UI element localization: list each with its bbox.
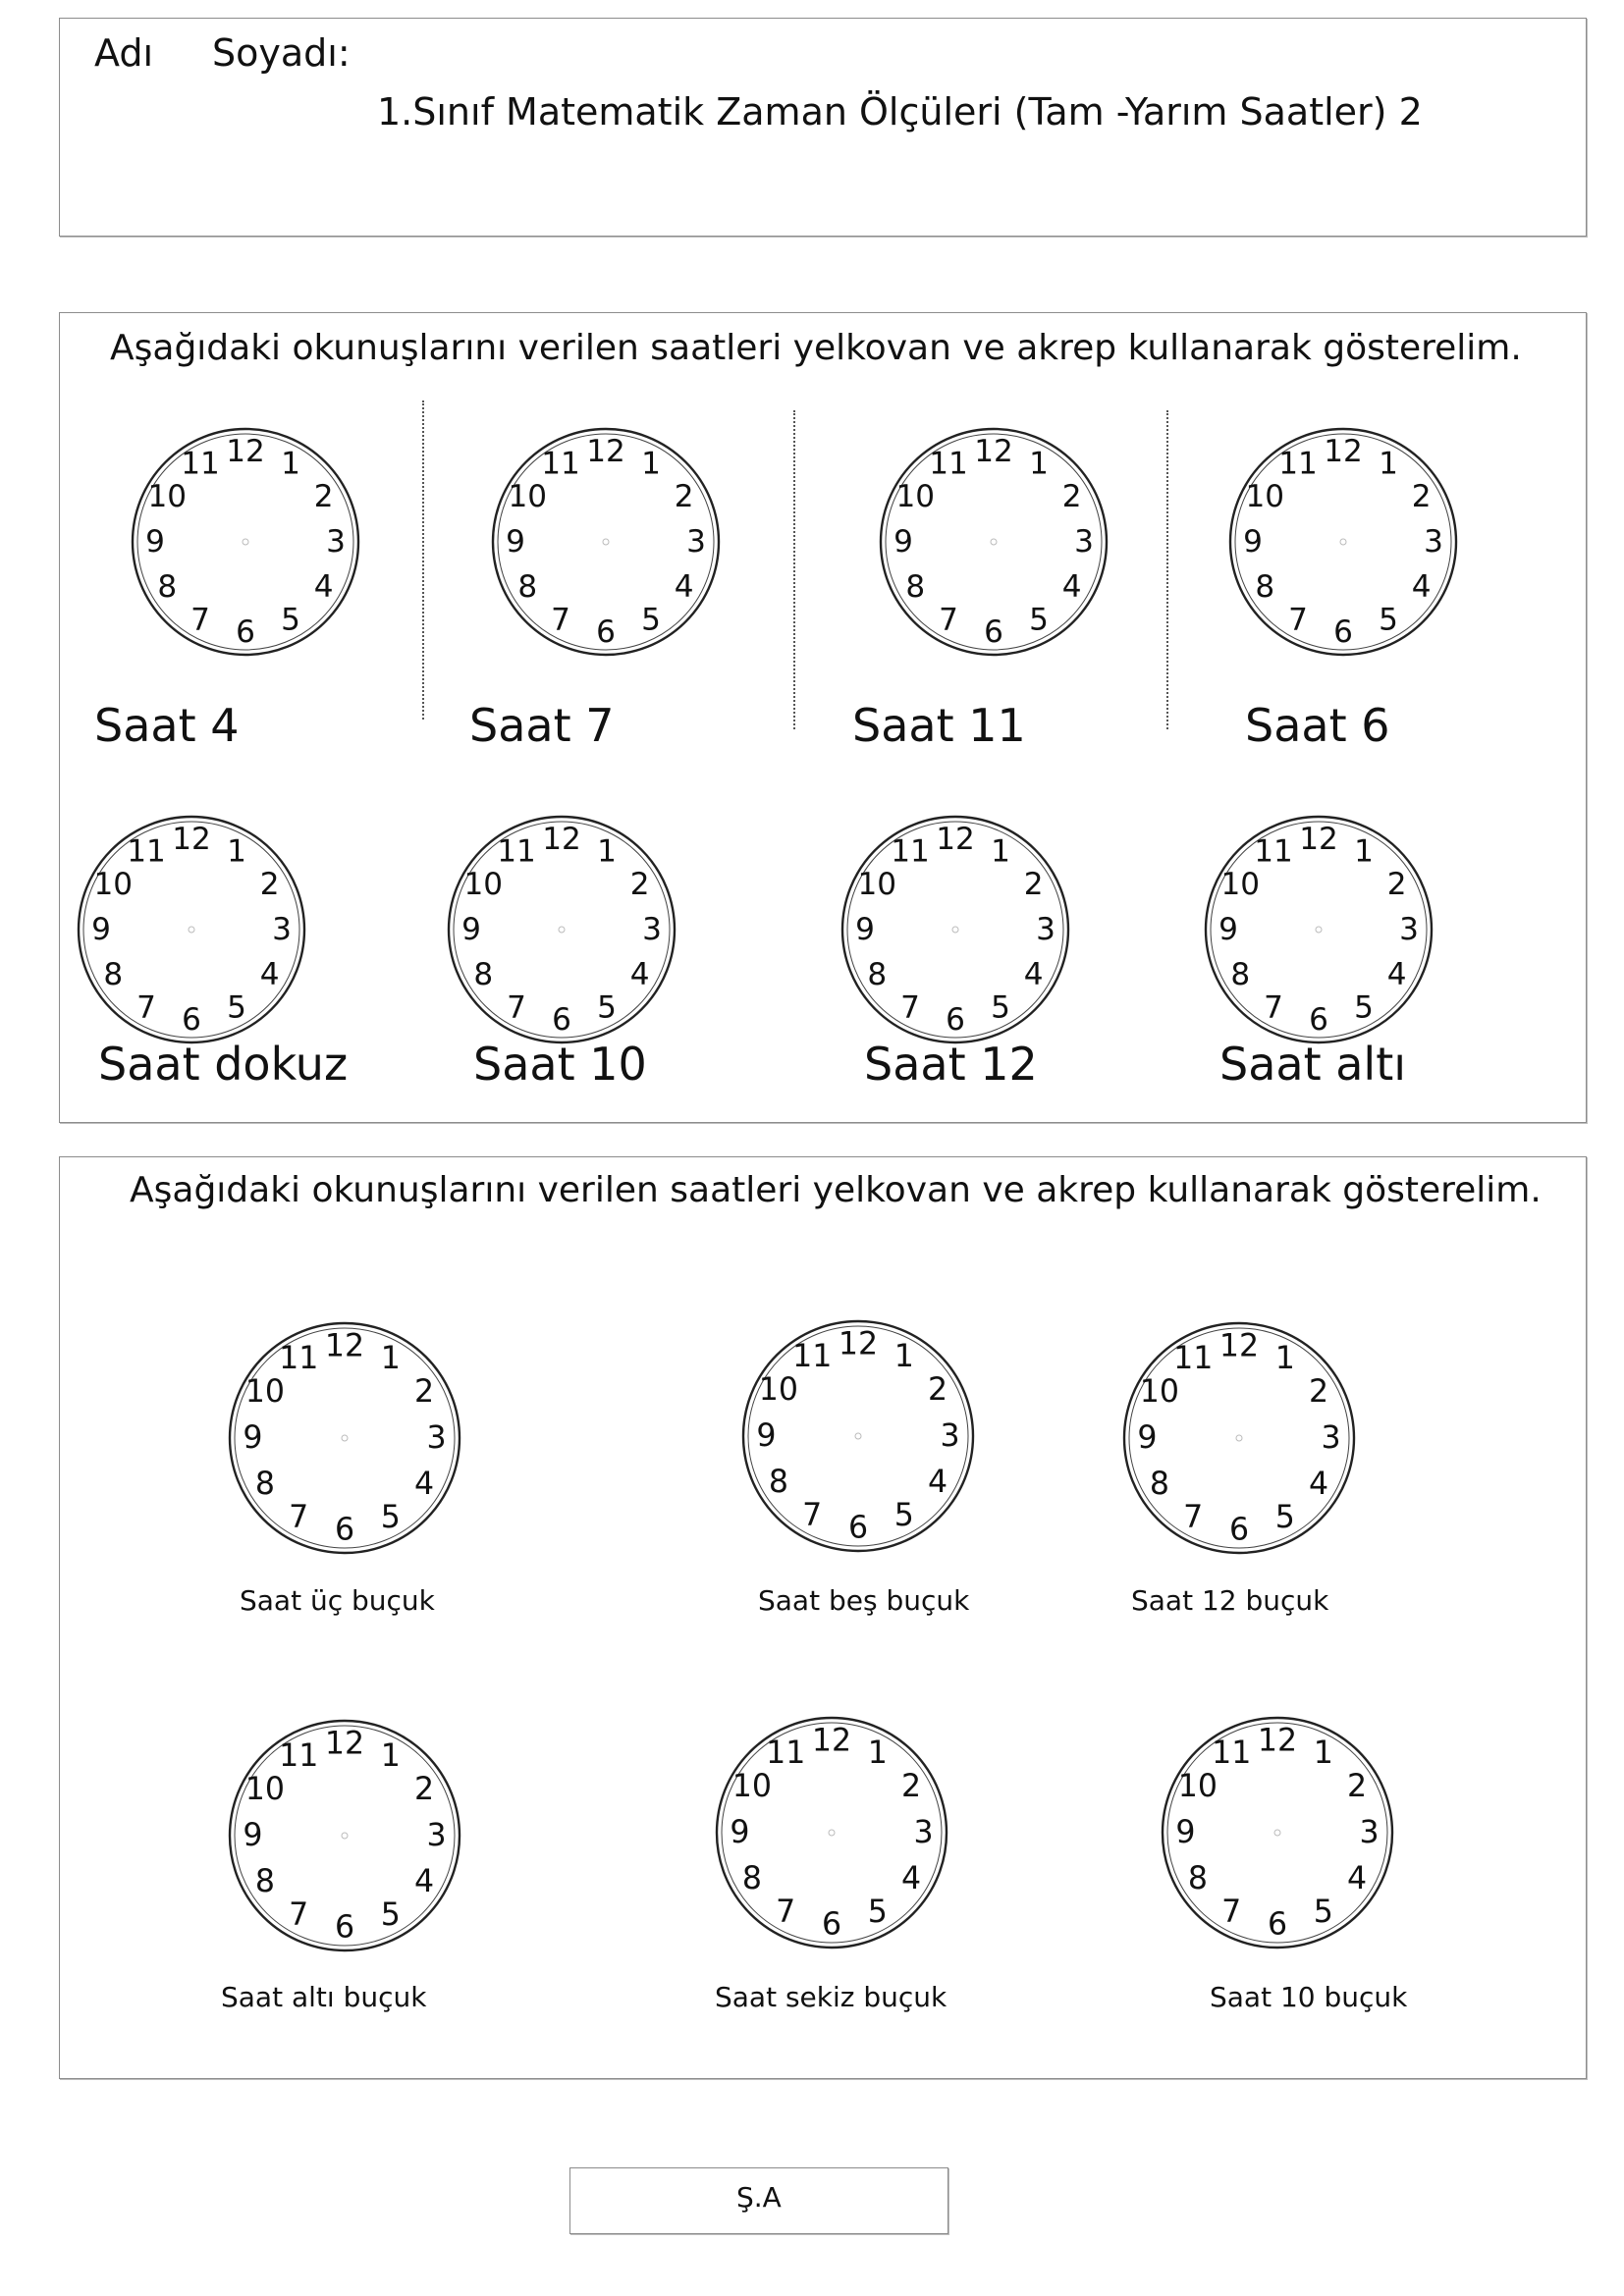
clock-face[interactable] [875,423,1112,661]
clock-numeral: 6 [236,614,255,650]
clock-svg[interactable] [1118,1317,1360,1559]
clock-numeral: 3 [326,524,346,560]
clock-numeral: 4 [414,1466,435,1502]
clock-numeral: 1 [380,1737,401,1774]
clock-face[interactable] [224,1317,465,1559]
clock-numeral: 3 [940,1418,960,1454]
clock-numeral: 12 [324,1328,365,1364]
clock-center-dot [603,539,609,545]
section1-divider-1 [422,400,424,720]
clock-numeral: 1 [991,833,1010,870]
clock-numeral: 4 [629,957,650,992]
clock-numeral: 4 [414,1863,435,1899]
clock-svg[interactable] [127,423,364,661]
clock-numeral: 4 [1347,1860,1368,1896]
clock-numeral: 5 [1379,602,1398,638]
clock-numeral: 2 [1061,479,1082,514]
name-label: Adı [94,31,154,75]
clock-label: Saat 11 [852,699,1026,752]
clock-numeral: 7 [1183,1500,1204,1536]
clock-numeral: 2 [1347,1769,1368,1805]
clock-label: Saat dokuz [98,1038,349,1091]
clock-svg[interactable] [1200,811,1437,1048]
clock-svg[interactable] [487,423,725,661]
clock-numeral: 5 [1354,989,1374,1026]
clock-label: Saat 7 [469,699,615,752]
section1-divider-3 [1166,410,1168,729]
clock-numeral: 11 [497,833,536,870]
clock-numeral: 5 [281,602,300,638]
clock-face[interactable] [837,811,1074,1048]
clock-numeral: 5 [1274,1500,1295,1536]
clock-numeral: 10 [508,479,548,514]
clock-face[interactable] [1118,1317,1360,1559]
clock-numeral: 12 [1257,1723,1298,1759]
clock-numeral: 3 [913,1815,934,1850]
clock-numeral: 9 [855,912,875,947]
clock-numeral: 8 [473,957,494,992]
clock-numeral: 8 [1230,957,1251,992]
clock-numeral: 1 [281,446,300,482]
worksheet-title: 1.Sınıf Matematik Zaman Ölçüleri (Tam -Yarım Saatler) 2 [377,90,1423,133]
clock-numeral: 6 [946,1002,965,1038]
clock-numeral: 7 [190,602,210,638]
clock-numeral: 10 [1220,867,1261,902]
clock-center-dot [189,927,194,933]
clock-numeral: 9 [243,1420,263,1456]
clock-numeral: 11 [279,1737,319,1774]
clock-numeral: 7 [802,1498,823,1534]
clock-numeral: 4 [313,569,334,605]
clock-numeral: 8 [1187,1860,1208,1896]
clock-numeral: 12 [1299,822,1338,857]
clock-center-dot [243,539,248,545]
clock-center-dot [829,1830,835,1836]
clock-svg[interactable] [73,811,310,1048]
clock-numeral: 2 [1309,1374,1329,1411]
clock-numeral: 1 [1313,1735,1333,1771]
clock-center-dot [559,927,565,933]
clock-numeral: 12 [1218,1328,1260,1364]
clock-numeral: 7 [900,989,920,1026]
clock-center-dot [342,1435,348,1441]
clock-center-dot [342,1833,348,1839]
clock-numeral: 1 [380,1340,401,1376]
clock-numeral: 7 [289,1500,309,1536]
surname-label: Soyadı: [212,31,351,75]
clock-numeral: 5 [893,1498,914,1534]
clock-label: Saat altı [1219,1038,1407,1091]
clock-label: Saat 10 [473,1038,647,1091]
clock-numeral: 3 [1074,524,1094,560]
clock-numeral: 11 [1278,446,1318,482]
clock-center-dot [1236,1435,1242,1441]
clock-numeral: 6 [821,1906,842,1943]
clock-numeral: 3 [642,912,662,947]
clock-numeral: 4 [259,957,280,992]
clock-numeral: 11 [1173,1340,1214,1376]
clock-center-dot [855,1433,861,1439]
clock-numeral: 3 [1424,524,1443,560]
clock-numeral: 6 [334,1909,355,1946]
clock-numeral: 9 [1137,1420,1158,1456]
clock-numeral: 5 [1029,602,1049,638]
clock-numeral: 3 [1359,1815,1380,1850]
clock-svg[interactable] [1224,423,1462,661]
clock-center-dot [991,539,997,545]
clock-center-dot [1274,1830,1280,1836]
clock-svg[interactable] [711,1712,952,1953]
clock-numeral: 10 [147,479,188,514]
clock-numeral: 9 [461,912,481,947]
clock-numeral: 11 [792,1338,833,1374]
clock-numeral: 12 [542,822,581,857]
clock-numeral: 12 [172,822,211,857]
clock-svg[interactable] [224,1317,465,1559]
clock-numeral: 6 [552,1002,571,1038]
clock-label: Saat sekiz buçuk [715,1981,947,2013]
clock-numeral: 2 [1411,479,1432,514]
clock-numeral: 11 [279,1340,319,1376]
clock-numeral: 10 [463,867,504,902]
clock-numeral: 9 [893,524,913,560]
clock-numeral: 10 [1245,479,1285,514]
clock-numeral: 4 [1061,569,1082,605]
clock-numeral: 5 [380,1500,401,1536]
clock-numeral: 7 [1264,989,1283,1026]
clock-numeral: 3 [1036,912,1056,947]
clock-numeral: 10 [244,1374,286,1411]
clock-numeral: 10 [244,1772,286,1808]
clock-numeral: 4 [1023,957,1044,992]
clock-numeral: 3 [426,1818,447,1853]
clock-face[interactable] [1157,1712,1398,1953]
clock-label: Saat 6 [1245,699,1390,752]
clock-numeral: 6 [984,614,1003,650]
clock-numeral: 8 [741,1860,762,1896]
clock-numeral: 2 [1023,867,1044,902]
clock-label: Saat 4 [94,699,240,752]
clock-numeral: 7 [1288,602,1308,638]
clock-svg[interactable] [837,811,1074,1048]
clock-face[interactable] [1200,811,1437,1048]
clock-numeral: 12 [586,434,625,469]
clock-numeral: 8 [103,957,124,992]
clock-numeral: 11 [1212,1735,1252,1771]
clock-svg[interactable] [1157,1712,1398,1953]
clock-center-dot [1316,927,1322,933]
clock-numeral: 8 [867,957,888,992]
clock-numeral: 1 [867,1735,888,1771]
section1-instruction: Aşağıdaki okunuşlarını verilen saatleri yelkovan ve akrep kullanarak gösterelim. [110,328,1522,368]
clock-numeral: 2 [928,1372,948,1409]
clock-numeral: 11 [1254,833,1293,870]
clock-center-dot [952,927,958,933]
clock-label: Saat 10 buçuk [1210,1981,1408,2013]
clock-numeral: 8 [254,1863,275,1899]
clock-svg[interactable] [737,1315,979,1557]
clock-numeral: 2 [414,1374,435,1411]
clock-numeral: 2 [674,479,694,514]
clock-label: Saat beş buçuk [758,1584,970,1617]
clock-numeral: 4 [928,1464,948,1500]
clock-numeral: 12 [226,434,265,469]
clock-numeral: 7 [776,1895,796,1931]
clock-numeral: 9 [730,1815,750,1850]
clock-label: Saat üç buçuk [240,1584,435,1617]
clock-numeral: 12 [1324,434,1363,469]
clock-face[interactable] [443,811,680,1048]
clock-numeral: 9 [506,524,525,560]
clock-numeral: 3 [272,912,292,947]
clock-numeral: 8 [1255,569,1275,605]
clock-svg[interactable] [875,423,1112,661]
clock-numeral: 9 [91,912,111,947]
clock-numeral: 5 [641,602,661,638]
clock-numeral: 11 [181,446,220,482]
clock-numeral: 6 [847,1510,869,1546]
clock-numeral: 6 [182,1002,201,1038]
clock-numeral: 1 [641,446,661,482]
clock-numeral: 5 [227,989,246,1026]
section1-divider-2 [793,410,795,729]
clock-numeral: 1 [227,833,246,870]
clock-face[interactable] [127,423,364,661]
clock-numeral: 4 [901,1860,922,1896]
clock-label: Saat 12 [864,1038,1038,1091]
clock-svg[interactable] [224,1715,465,1956]
clock-numeral: 8 [768,1464,788,1500]
clock-numeral: 1 [893,1338,914,1374]
clock-numeral: 10 [895,479,936,514]
clock-numeral: 2 [629,867,650,902]
clock-numeral: 7 [551,602,570,638]
clock-numeral: 4 [1411,569,1432,605]
section2-instruction: Aşağıdaki okunuşlarını verilen saatleri yelkovan ve akrep kullanarak gösterelim. [130,1170,1542,1210]
clock-numeral: 10 [93,867,134,902]
clock-numeral: 10 [731,1769,773,1805]
clock-numeral: 11 [541,446,580,482]
clock-numeral: 9 [1218,912,1238,947]
clock-numeral: 1 [597,833,617,870]
clock-numeral: 2 [313,479,334,514]
clock-numeral: 5 [380,1897,401,1934]
clock-numeral: 3 [1321,1420,1341,1456]
clock-numeral: 7 [507,989,526,1026]
clock-numeral: 8 [157,569,178,605]
clock-face[interactable] [1224,423,1462,661]
clock-numeral: 9 [145,524,165,560]
clock-svg[interactable] [443,811,680,1048]
clock-numeral: 6 [1333,614,1353,650]
clock-numeral: 9 [243,1818,263,1853]
author-initials: Ş.A [736,2181,782,2214]
clock-numeral: 1 [1379,446,1398,482]
clock-numeral: 7 [136,989,156,1026]
clock-numeral: 10 [758,1372,799,1409]
clock-numeral: 5 [991,989,1010,1026]
clock-numeral: 4 [1309,1466,1329,1502]
clock-numeral: 12 [324,1726,365,1762]
clock-numeral: 11 [929,446,968,482]
clock-face[interactable] [711,1712,952,1953]
clock-numeral: 12 [838,1326,879,1362]
clock-numeral: 10 [1177,1769,1218,1805]
clock-numeral: 8 [905,569,926,605]
clock-numeral: 6 [1267,1906,1288,1943]
clock-numeral: 5 [867,1895,888,1931]
clock-numeral: 7 [1221,1895,1242,1931]
clock-numeral: 6 [334,1512,355,1548]
clock-numeral: 11 [766,1735,806,1771]
clock-numeral: 9 [1243,524,1263,560]
clock-center-dot [1340,539,1346,545]
clock-numeral: 8 [517,569,538,605]
clock-numeral: 5 [1313,1895,1333,1931]
clock-numeral: 12 [936,822,975,857]
clock-numeral: 7 [289,1897,309,1934]
clock-numeral: 3 [426,1420,447,1456]
clock-numeral: 4 [1386,957,1407,992]
clock-numeral: 12 [974,434,1013,469]
clock-numeral: 8 [1149,1466,1169,1502]
clock-numeral: 6 [596,614,616,650]
clock-label: Saat altı buçuk [221,1981,427,2013]
clock-numeral: 9 [1175,1815,1196,1850]
clock-face[interactable] [224,1715,465,1956]
clock-numeral: 1 [1029,446,1049,482]
clock-numeral: 3 [686,524,706,560]
clock-face[interactable] [487,423,725,661]
clock-numeral: 2 [414,1772,435,1808]
clock-numeral: 9 [756,1418,777,1454]
clock-numeral: 10 [1139,1374,1180,1411]
clock-face[interactable] [73,811,310,1048]
clock-numeral: 5 [597,989,617,1026]
clock-numeral: 8 [254,1466,275,1502]
clock-numeral: 7 [939,602,958,638]
clock-numeral: 11 [127,833,166,870]
clock-numeral: 11 [891,833,930,870]
clock-numeral: 2 [901,1769,922,1805]
clock-numeral: 6 [1228,1512,1250,1548]
clock-numeral: 3 [1399,912,1419,947]
clock-face[interactable] [737,1315,979,1557]
clock-numeral: 4 [674,569,694,605]
clock-numeral: 2 [1386,867,1407,902]
clock-numeral: 2 [259,867,280,902]
clock-numeral: 1 [1354,833,1374,870]
clock-label: Saat 12 buçuk [1131,1584,1329,1617]
clock-numeral: 1 [1274,1340,1295,1376]
clock-numeral: 12 [811,1723,852,1759]
clock-numeral: 10 [857,867,897,902]
clock-numeral: 6 [1309,1002,1328,1038]
